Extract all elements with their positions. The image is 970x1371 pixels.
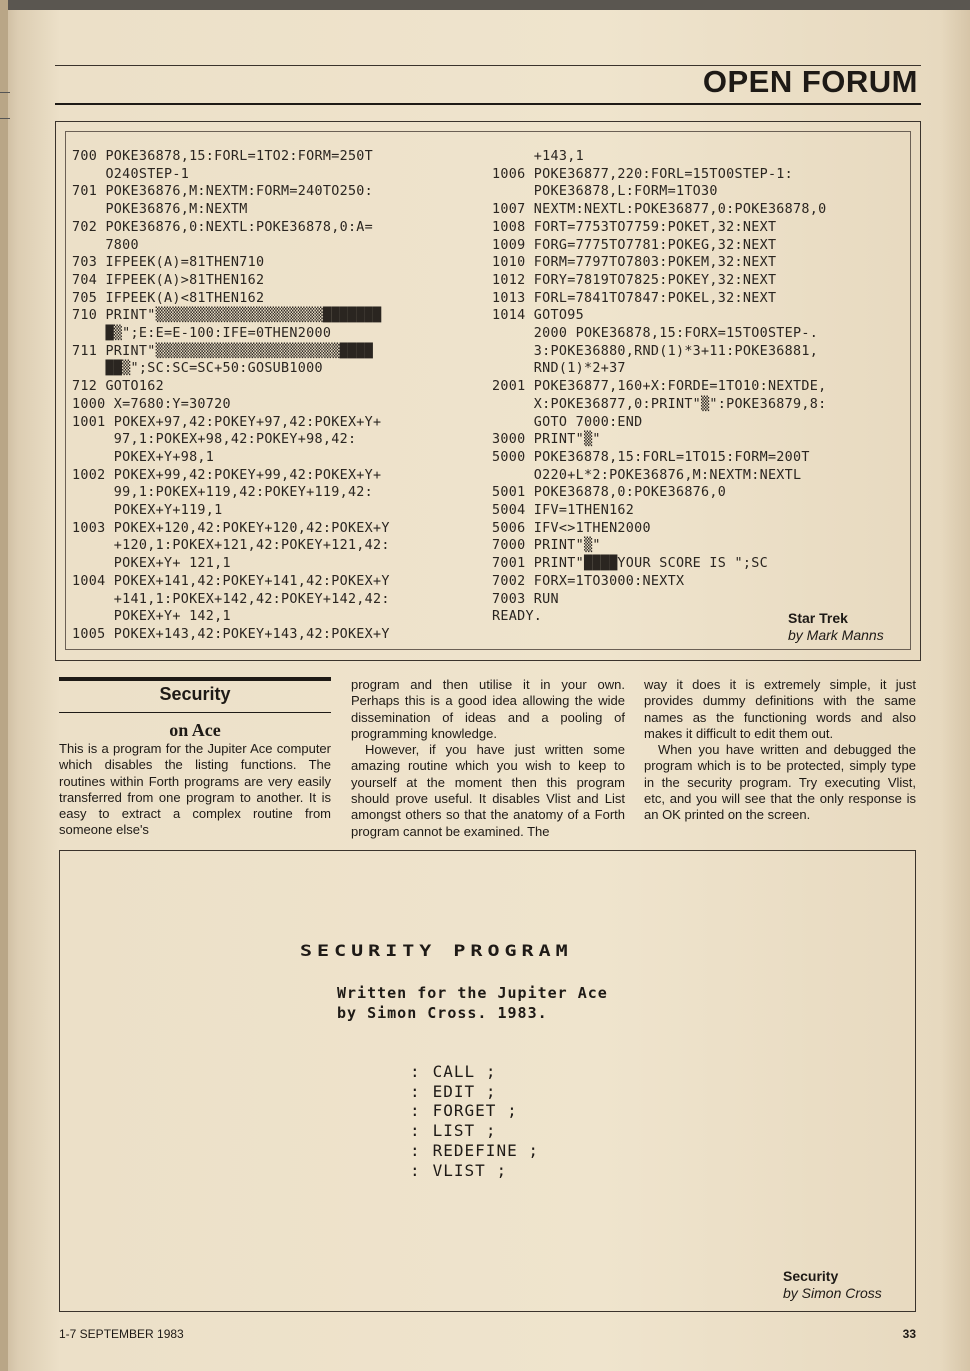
article-paragraph: way it does it is extremely simple, it just provides dummy definitions with the same names as the functioning words and also makes it difficult to edit them out. [644,677,916,741]
code-line: O240STEP-1 [72,166,190,182]
code-line: 5004 IFV=1THEN162 [492,503,635,519]
code-line: 703 IFPEEK(A)=81THEN710 [72,255,265,271]
code-line: POKEX+Y+119,1 [72,503,223,519]
code-line: 710 PRINT"▒▒▒▒▒▒▒▒▒▒▒▒▒▒▒▒▒▒▒▒███████ [72,308,382,324]
article-heading: Security [159,684,231,704]
article-paragraph: This is a program for the Jupiter Ace computer which disables the listing functions. The routines within Forth programs are very easily transferred from one program to another. It is easy to extract a complex routine from someone else's [59,741,331,838]
definition-line: : EDIT ; [410,1081,497,1101]
code-line: 700 POKE36878,15:FORL=1TO2:FORM=250T [72,149,374,164]
code-line: 97,1:POKEX+98,42:POKEY+98,42: [72,432,357,448]
program-definitions [410,1062,539,1180]
code-line: 7001 PRINT"████YOUR SCORE IS ";SC [492,556,768,572]
code-line: 704 IFPEEK(A)>81THEN162 [72,272,265,288]
page-binding-edge [0,0,8,1371]
code-line: 1005 POKEX+143,42:POKEY+143,42:POKEX+Y [72,626,390,642]
code-line: POKEX+Y+98,1 [72,449,215,465]
code-line: 2001 POKE36877,160+X:FORDE=1TO10:NEXTDE, [492,379,827,395]
program-written-for: Written for the Jupiter Ace [337,984,608,1002]
code-line: 1009 FORG=7775TO7781:POKEG,32:NEXT [492,237,777,253]
code-line: POKEX+Y+ 121,1 [72,556,231,572]
article-paragraph: When you have written and debugged the program which is to be protected, simply type in the security program. Try executing Vlist, etc, and you will see that the only response is an OK printed on the screen. [644,742,916,823]
listing-credit-title: Star Trek [788,610,848,626]
code-line: 3:POKE36880,RND(1)*3+11:POKE36881, [492,343,819,359]
listing-left-column [72,148,390,644]
code-line: RND(1)*2+37 [492,361,626,377]
listing-credit [788,610,884,644]
code-line: 5006 IFV<>1THEN2000 [492,520,651,536]
program-credit-author: by Simon Cross [783,1285,882,1301]
code-line: POKE36876,M:NEXTM [72,202,248,218]
code-line: 7002 FORX=1TO3000:NEXTX [492,573,685,589]
code-line: 1000 X=7680:Y=30720 [72,396,231,412]
article-column-3 [644,677,916,824]
definition-line: : LIST ; [410,1121,497,1141]
code-line: POKEX+Y+ 142,1 [72,609,231,625]
code-line: 7000 PRINT"▒" [492,538,601,554]
code-line: 2000 POKE36878,15:FORX=15TO0STEP-. [492,326,819,342]
code-line: 1006 POKE36877,220:FORL=15TO0STEP-1: [492,166,794,182]
article-column-2 [351,677,625,840]
code-line: 7003 RUN [492,591,559,607]
code-line: 1014 GOTO95 [492,308,584,324]
definition-line: : VLIST ; [410,1160,508,1180]
code-line: 701 POKE36876,M:NEXTM:FORM=240TO250: [72,184,374,200]
code-line: 7800 [72,237,139,253]
code-line: 1001 POKEX+97,42:POKEY+97,42:POKEX+Y+ [72,414,382,430]
program-by-line: by Simon Cross. 1983. [337,1004,548,1022]
definition-line: : FORGET ; [410,1101,518,1121]
definition-line: : REDEFINE ; [410,1140,539,1160]
code-line: 1010 FORM=7797TO7803:POKEM,32:NEXT [492,255,777,271]
program-credit [783,1268,882,1302]
code-line: 1004 POKEX+141,42:POKEY+141,42:POKEX+Y [72,573,390,589]
code-line: 5001 POKE36878,0:POKE36876,0 [492,485,727,501]
code-line: 1002 POKEX+99,42:POKEY+99,42:POKEX+Y+ [72,467,382,483]
program-credit-title: Security [783,1268,839,1284]
article-column-1 [59,741,331,839]
definition-line: : CALL ; [410,1062,497,1081]
article-heading-rule [59,712,331,713]
code-line: READY. [492,609,543,625]
code-line: 712 GOTO162 [72,379,164,395]
code-line: ██▒";SC:SC=SC+50:GOSUB1000 [72,361,323,377]
code-line: 3000 PRINT"▒" [492,432,601,448]
code-line: 1012 FORY=7819TO7825:POKEY,32:NEXT [492,272,777,288]
code-line: 705 IFPEEK(A)<81THEN162 [72,290,265,306]
program-title: SECURITY PROGRAM [300,941,573,961]
code-line: 711 PRINT"▒▒▒▒▒▒▒▒▒▒▒▒▒▒▒▒▒▒▒▒▒▒████ [72,343,374,359]
code-line: GOTO 7000:END [492,414,643,430]
footer-date: 1-7 SEPTEMBER 1983 [59,1327,184,1341]
article-paragraph: However, if you have just written some amazing routine which you wish to keep to yourself at the moment then this program should prove useful. It disables Vlist and List amongst others so that the anatomy of a Forth program cannot be examined. The [351,742,625,839]
code-line: X:POKE36877,0:PRINT"▒":POKE36879,8: [492,396,827,412]
code-line: 702 POKE36876,0:NEXTL:POKE36878,0:A= [72,219,374,235]
code-line: 5000 POKE36878,15:FORL=1TO15:FORM=200T [492,449,810,465]
code-line: +120,1:POKEX+121,42:POKEY+121,42: [72,538,390,554]
margin-mark [0,118,10,119]
scan-top-shadow [0,0,970,10]
code-line: 1013 FORL=7841TO7847:POKEL,32:NEXT [492,290,777,306]
code-line: O220+L*2:POKE36876,M:NEXTM:NEXTL [492,467,802,483]
article-subheading: on Ace [169,720,221,740]
margin-mark [0,92,10,93]
code-line: 1007 NEXTM:NEXTL:POKE36877,0:POKE36878,0 [492,202,827,218]
code-line: 1008 FORT=7753TO7759:POKET,32:NEXT [492,219,777,235]
listing-right-column [492,148,826,626]
section-title: OPEN FORUM [702,64,918,99]
article-heading-bar [59,677,331,681]
code-line: 1003 POKEX+120,42:POKEY+120,42:POKEX+Y [72,520,390,536]
code-line: +141,1:POKEX+142,42:POKEY+142,42: [72,591,390,607]
header-bottom-rule [55,103,921,105]
code-line: █▒";E:E=E-100:IFE=0THEN2000 [72,326,332,342]
code-line: 99,1:POKEX+119,42:POKEY+119,42: [72,485,374,501]
code-line: +143,1 [492,149,584,164]
listing-credit-author: by Mark Manns [788,627,884,643]
article-paragraph: program and then utilise it in your own. Perhaps this is a good idea allowing the wide dissemination of ideas and a pooling of programming knowledge. [351,677,625,741]
page-number: 33 [902,1327,916,1341]
code-line: POKE36878,L:FORM=1TO30 [492,184,718,200]
